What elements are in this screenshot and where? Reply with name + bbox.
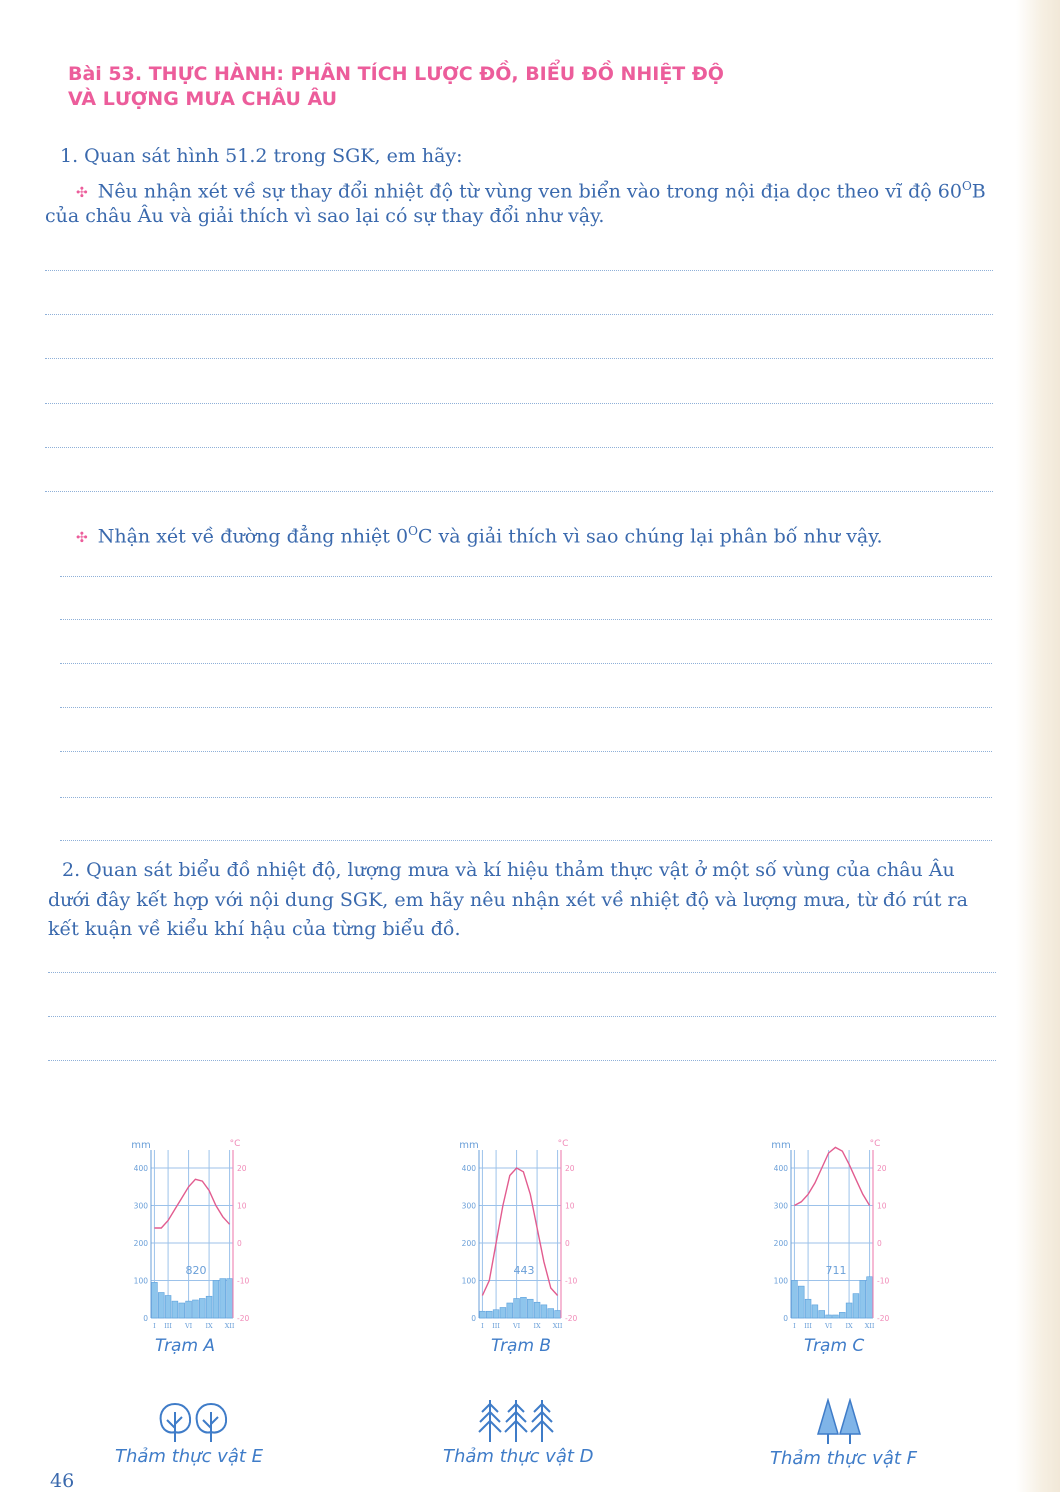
month-label: IX xyxy=(845,1322,853,1330)
lesson-title xyxy=(68,62,868,112)
climate-chart-station-c xyxy=(755,1112,915,1342)
precip-bar xyxy=(152,1282,158,1318)
temp-tick-label: 10 xyxy=(877,1201,887,1211)
precip-bar xyxy=(833,1315,839,1318)
precip-tick-label: 200 xyxy=(773,1239,788,1248)
answer-line[interactable] xyxy=(60,840,992,841)
month-label: I xyxy=(481,1322,484,1330)
answer-line[interactable] xyxy=(45,403,993,404)
answer-line[interactable] xyxy=(45,314,993,315)
precip-bar xyxy=(860,1281,866,1319)
answer-line[interactable] xyxy=(60,576,992,577)
precip-bar xyxy=(199,1299,205,1319)
answer-line[interactable] xyxy=(45,358,993,359)
temp-tick-label: 10 xyxy=(565,1201,575,1211)
precip-bar xyxy=(507,1303,513,1318)
precip-tick-label: 100 xyxy=(133,1276,148,1286)
precip-tick-label: 0 xyxy=(783,1314,788,1323)
month-label: IX xyxy=(205,1322,213,1330)
station-label-a: Trạm A xyxy=(155,1336,216,1356)
answer-line[interactable] xyxy=(45,270,993,271)
precip-tick-label: 300 xyxy=(461,1201,476,1211)
month-label: I xyxy=(153,1322,156,1330)
answer-line[interactable] xyxy=(45,447,993,448)
precip-tick-label: 400 xyxy=(773,1164,788,1173)
temp-tick-label: 20 xyxy=(237,1164,247,1173)
precip-bar xyxy=(493,1310,499,1318)
precip-bar xyxy=(165,1296,171,1319)
month-label: III xyxy=(492,1322,500,1330)
question1-task-a: ✣ Nêu nhận xét về sự thay đổi nhiệt độ từ vùng ven biển vào trong nội địa dọc theo vĩ độ $60^OB$ xyxy=(76,179,986,203)
climate-chart-station-b xyxy=(443,1112,603,1342)
precip-bar xyxy=(805,1299,811,1318)
broadleaf-trees-icon xyxy=(155,1398,235,1446)
temp-line xyxy=(154,1179,229,1228)
precip-bar xyxy=(220,1279,226,1318)
month-label: III xyxy=(164,1322,172,1330)
precip-tick-label: 400 xyxy=(461,1164,476,1173)
answer-line[interactable] xyxy=(48,1060,996,1061)
month-label: III xyxy=(804,1322,812,1330)
precip-unit-label: mm xyxy=(459,1140,479,1151)
month-label: XII xyxy=(864,1322,875,1330)
precip-bar xyxy=(213,1281,219,1319)
answer-line[interactable] xyxy=(60,797,992,798)
climate-chart-station-a xyxy=(115,1112,275,1342)
question2-line2: dưới đây kết hợp với nội dung SGK, em hãy nêu nhận xét về nhiệt độ và lượng mưa, từ đó rút ra xyxy=(48,889,968,911)
precip-bar xyxy=(514,1299,520,1319)
precip-tick-label: 100 xyxy=(773,1276,788,1286)
answer-line[interactable] xyxy=(48,1016,996,1017)
temp-unit-label: °C xyxy=(557,1139,569,1149)
temp-tick-label: 0 xyxy=(565,1239,570,1248)
page-edge-shadow xyxy=(1016,0,1060,1492)
precip-bar xyxy=(826,1315,832,1318)
temp-tick-label: 10 xyxy=(237,1201,247,1211)
total-rain-label: 443 xyxy=(513,1264,535,1277)
precip-bar xyxy=(846,1303,852,1318)
precip-bar xyxy=(227,1279,233,1318)
total-rain-label: 820 xyxy=(185,1264,207,1277)
diamond-bullet-icon: ✣ xyxy=(76,530,88,547)
precip-bar xyxy=(158,1293,164,1319)
temp-tick-label: -20 xyxy=(877,1314,890,1323)
climate-chart-svg-0 xyxy=(115,1112,275,1342)
precip-bar xyxy=(480,1311,486,1318)
precip-bar xyxy=(548,1309,554,1318)
precip-unit-label: mm xyxy=(771,1140,791,1151)
precip-bar xyxy=(534,1302,540,1318)
precip-bar xyxy=(541,1305,547,1318)
month-label: VI xyxy=(824,1322,833,1330)
precip-bar xyxy=(867,1277,873,1318)
month-label: XII xyxy=(224,1322,235,1330)
month-label: VI xyxy=(184,1322,193,1330)
cypress-trees-icon xyxy=(812,1398,868,1446)
month-label: I xyxy=(793,1322,796,1330)
conifer-trees-icon xyxy=(476,1396,556,1446)
vegetation-label-d: Thảm thực vật D xyxy=(443,1446,594,1467)
temp-tick-label: -20 xyxy=(237,1314,250,1323)
precip-bar xyxy=(555,1311,561,1319)
precip-bar xyxy=(819,1311,825,1319)
precip-tick-label: 0 xyxy=(143,1314,148,1323)
climate-chart-svg-1 xyxy=(443,1112,603,1342)
precip-bar xyxy=(812,1305,818,1318)
answer-line[interactable] xyxy=(60,663,992,664)
precip-bar xyxy=(839,1312,845,1318)
temp-tick-label: -10 xyxy=(565,1276,578,1286)
precip-bar xyxy=(486,1311,492,1318)
precip-bar xyxy=(527,1299,533,1318)
temp-tick-label: -10 xyxy=(877,1276,890,1286)
precip-bar xyxy=(521,1297,527,1318)
precip-bar xyxy=(798,1286,804,1318)
vegetation-label-f: Thảm thực vật F xyxy=(770,1448,917,1469)
question2-line3: kết kuận về kiểu khí hậu của từng biểu đồ. xyxy=(48,918,461,940)
diamond-bullet-icon: ✣ xyxy=(76,185,88,202)
page-number: 46 xyxy=(50,1470,75,1492)
station-label-b: Trạm B xyxy=(491,1336,552,1356)
precip-tick-label: 300 xyxy=(773,1201,788,1211)
question1-task-b: ✣ Nhận xét về đường đẳng nhiệt $0^OC$ và giải thích vì sao chúng lại phân bố như vậy. xyxy=(76,524,883,548)
precip-bar xyxy=(792,1281,798,1319)
answer-line[interactable] xyxy=(60,707,992,708)
month-label: IX xyxy=(533,1322,541,1330)
precip-tick-label: 0 xyxy=(471,1314,476,1323)
temp-tick-label: 20 xyxy=(877,1164,887,1173)
precip-bar xyxy=(172,1301,178,1318)
precip-tick-label: 100 xyxy=(461,1276,476,1286)
month-label: VI xyxy=(512,1322,521,1330)
lesson-title-line1: Bài 53. THỰC HÀNH: PHÂN TÍCH LƯỢC ĐỒ, BIỂU ĐỒ NHIỆT ĐỘ xyxy=(68,63,724,85)
temp-line xyxy=(794,1147,869,1205)
precip-bar xyxy=(500,1308,506,1319)
station-label-c: Trạm C xyxy=(804,1336,865,1356)
answer-line[interactable] xyxy=(60,619,992,620)
question1-intro: 1. Quan sát hình 51.2 trong SGK, em hãy: xyxy=(60,145,463,167)
precip-tick-label: 300 xyxy=(133,1201,148,1211)
temp-tick-label: -10 xyxy=(237,1276,250,1286)
answer-line[interactable] xyxy=(60,751,992,752)
precip-tick-label: 200 xyxy=(133,1239,148,1248)
question2-line1: 2. Quan sát biểu đồ nhiệt độ, lượng mưa và kí hiệu thảm thực vật ở một số vùng của châu Âu xyxy=(62,859,955,881)
temp-unit-label: °C xyxy=(869,1139,881,1149)
temp-tick-label: 0 xyxy=(237,1239,242,1248)
vegetation-label-e: Thảm thực vật E xyxy=(115,1446,264,1467)
precip-unit-label: mm xyxy=(131,1140,151,1151)
answer-line[interactable] xyxy=(45,491,993,492)
temp-tick-label: -20 xyxy=(565,1314,578,1323)
precip-tick-label: 200 xyxy=(461,1239,476,1248)
temp-unit-label: °C xyxy=(229,1139,241,1149)
temp-tick-label: 20 xyxy=(565,1164,575,1173)
month-label: XII xyxy=(552,1322,563,1330)
precip-bar xyxy=(193,1300,199,1318)
answer-line[interactable] xyxy=(48,972,996,973)
precip-bar xyxy=(179,1303,185,1318)
lesson-title-line2: VÀ LƯỢNG MƯA CHÂU ÂU xyxy=(68,88,338,110)
precip-bar xyxy=(206,1296,212,1318)
climate-chart-svg-2 xyxy=(755,1112,915,1342)
total-rain-label: 711 xyxy=(825,1264,847,1277)
question1-task-a-line2: của châu Âu và giải thích vì sao lại có sự thay đổi như vậy. xyxy=(45,205,605,227)
precip-bar xyxy=(186,1301,192,1318)
temp-tick-label: 0 xyxy=(877,1239,882,1248)
precip-tick-label: 400 xyxy=(133,1164,148,1173)
precip-bar xyxy=(853,1294,859,1318)
